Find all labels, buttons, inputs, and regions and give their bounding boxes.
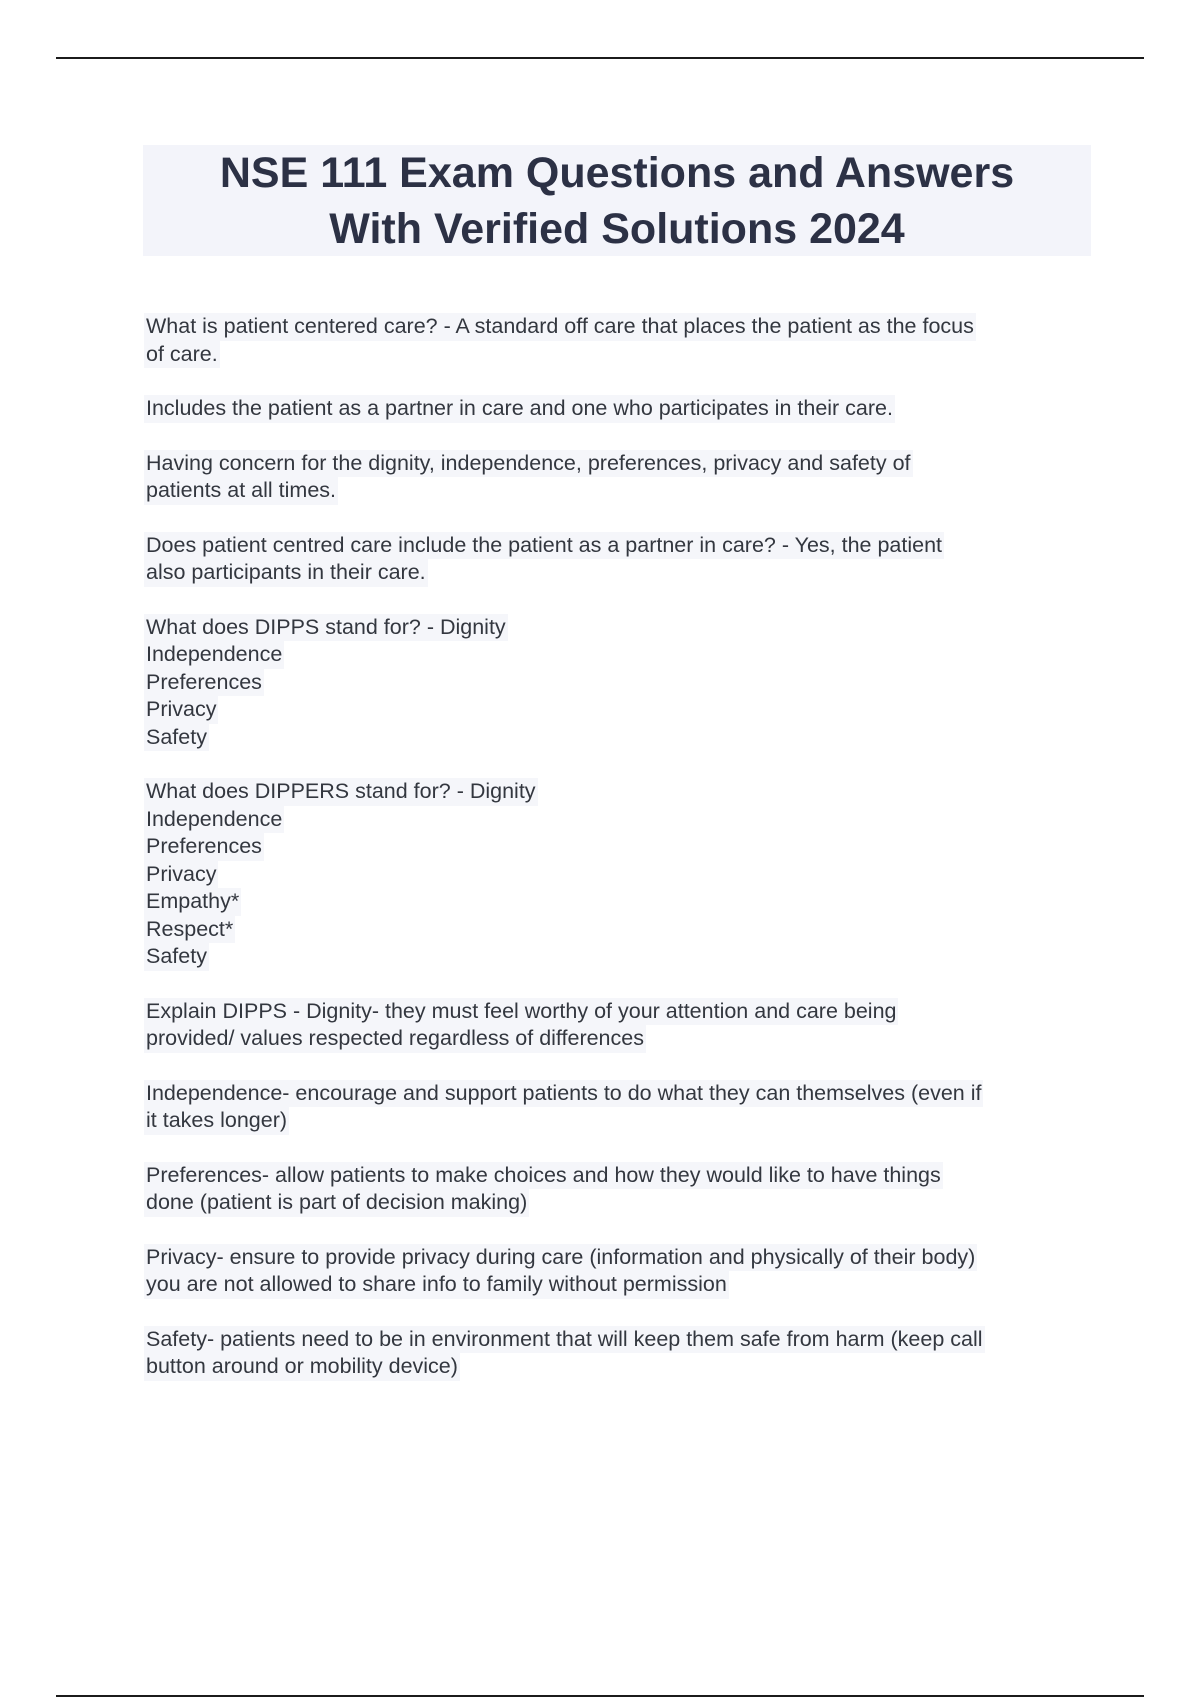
document-title (143, 145, 1091, 257)
paragraph-line: Empathy* (144, 888, 241, 916)
paragraph-line: patients at all times. (144, 477, 338, 505)
paragraph-line: Safety (144, 724, 209, 752)
paragraph-line: Safety (144, 943, 209, 971)
paragraph-line: of care. (144, 341, 220, 369)
header-rule (56, 57, 1144, 59)
paragraph-line: button around or mobility device) (144, 1353, 460, 1381)
paragraph-line: provided/ values respected regardless of differences (144, 1025, 646, 1053)
paragraph-line: Privacy (144, 696, 218, 724)
qa-paragraph (146, 778, 1094, 971)
paragraph-line: Independence (144, 806, 284, 834)
paragraph-line: What does DIPPERS stand for? - Dignity (144, 778, 538, 806)
paragraph-line: Independence- encourage and support patients to do what they can themselves (even if (144, 1080, 983, 1108)
paragraph-line: Respect* (144, 916, 235, 944)
paragraph-line: Safety- patients need to be in environment that will keep them safe from harm (keep call (144, 1326, 985, 1354)
paragraph-line: Privacy- ensure to provide privacy during care (information and physically of their body) (144, 1244, 977, 1272)
footer-rule (56, 1695, 1144, 1697)
paragraph-line: Privacy (144, 861, 218, 889)
qa-paragraph (146, 532, 1094, 587)
qa-paragraph (146, 313, 1094, 368)
paragraph-line: Preferences- allow patients to make choices and how they would like to have things (144, 1162, 943, 1190)
qa-content (146, 313, 1094, 1381)
qa-paragraph (146, 1162, 1094, 1217)
paragraph-line: Explain DIPPS - Dignity- they must feel worthy of your attention and care being (144, 998, 898, 1026)
qa-paragraph (146, 450, 1094, 505)
paragraph-line: What does DIPPS stand for? - Dignity (144, 614, 508, 642)
qa-paragraph (146, 998, 1094, 1053)
paragraph-line: done (patient is part of decision making) (144, 1189, 529, 1217)
paragraph-line: you are not allowed to share info to family without permission (144, 1271, 729, 1299)
qa-paragraph (146, 1244, 1094, 1299)
qa-paragraph (146, 1080, 1094, 1135)
qa-paragraph (146, 395, 1094, 423)
paragraph-line: it takes longer) (144, 1107, 289, 1135)
title-line-1: NSE 111 Exam Questions and Answers (219, 148, 1015, 197)
paragraph-line: Independence (144, 641, 284, 669)
paragraph-line: Does patient centred care include the patient as a partner in care? - Yes, the patient (144, 532, 944, 560)
qa-paragraph (146, 614, 1094, 752)
paragraph-line: Includes the patient as a partner in care and one who participates in their care. (144, 395, 895, 423)
paragraph-line: Preferences (144, 833, 264, 861)
title-line-2: With Verified Solutions 2024 (329, 204, 905, 253)
paragraph-line: Having concern for the dignity, independence, preferences, privacy and safety of (144, 450, 913, 478)
qa-paragraph (146, 1326, 1094, 1381)
paragraph-line: What is patient centered care? - A standard off care that places the patient as the focus (144, 313, 976, 341)
paragraph-line: also participants in their care. (144, 559, 428, 587)
paragraph-line: Preferences (144, 669, 264, 697)
title-banner (143, 145, 1091, 256)
